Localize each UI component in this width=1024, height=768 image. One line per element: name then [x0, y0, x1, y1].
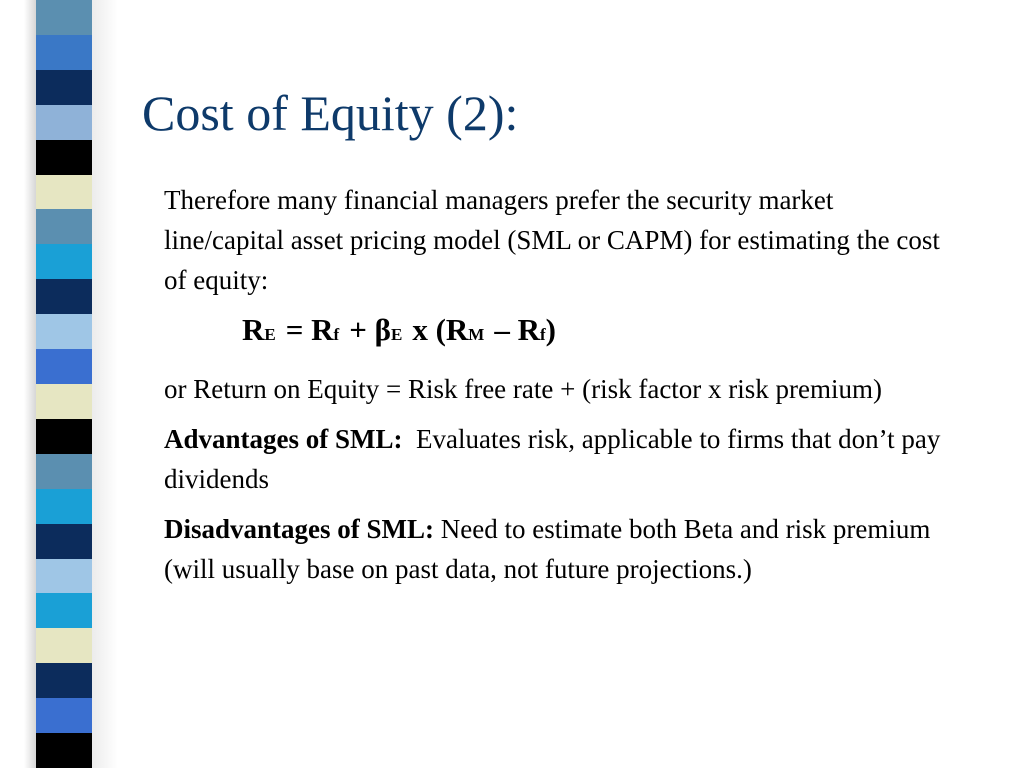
stripe-segment — [36, 489, 92, 524]
stripe-segment — [36, 279, 92, 314]
plain-formula-paragraph: or Return on Equity = Risk free rate + (risk factor x risk premium) — [164, 374, 883, 404]
stripe-segment — [36, 175, 92, 210]
capm-formula — [242, 310, 954, 355]
stripe-segment — [36, 244, 92, 279]
disadvantages-paragraph — [164, 509, 954, 589]
formula-rm-sub: M — [468, 325, 485, 344]
stripe-segment — [36, 209, 92, 244]
formula-minus: – R — [494, 312, 540, 347]
disadvantages-label: Disadvantages of SML: — [164, 514, 435, 544]
stripe-segment — [36, 559, 92, 594]
stripe-segment — [36, 70, 92, 105]
formula-rf-sub: f — [333, 325, 340, 344]
intro-paragraph: Therefore many financial managers prefer the security market line/capital asset pricing model (SML or CAPM) for estimating the cost of equity: — [164, 185, 940, 295]
stripe-segment — [36, 419, 92, 454]
stripe-segment — [36, 314, 92, 349]
stripe-segment — [36, 698, 92, 733]
slide-body — [164, 180, 954, 599]
formula-re: R — [242, 312, 265, 347]
stripe-segment — [36, 35, 92, 70]
advantages-text: Evaluates risk, applicable to firms that don’t pay dividends — [164, 424, 941, 494]
formula-rf2-sub: f — [539, 325, 546, 344]
stripe-segment — [36, 524, 92, 559]
formula-beta-sub: E — [390, 325, 403, 344]
stripe-segment — [36, 0, 92, 35]
formula-beta: + β — [349, 312, 391, 347]
stripe-segment — [36, 663, 92, 698]
stripe-segment — [36, 454, 92, 489]
formula-times: x (R — [412, 312, 469, 347]
stripe-segment — [36, 140, 92, 175]
advantages-paragraph — [164, 419, 954, 499]
stripe-segment — [36, 105, 92, 140]
stripe-segment — [36, 593, 92, 628]
stripe-segment — [36, 384, 92, 419]
formula-re-sub: E — [264, 325, 276, 344]
formula-eq: = R — [285, 312, 334, 347]
formula-close: ) — [545, 312, 556, 347]
disadvantages-text: Need to estimate both Beta and risk premium (will usually base on past data, not future projections.) — [164, 514, 931, 584]
slide-title: Cost of Equity (2): — [142, 85, 519, 141]
stripe-segment — [36, 349, 92, 384]
advantages-label: Advantages of SML: — [164, 424, 403, 454]
stripe-segment — [36, 733, 92, 768]
decorative-stripe — [0, 0, 118, 768]
stripe-segment — [36, 628, 92, 663]
stripe-bar — [36, 0, 92, 768]
